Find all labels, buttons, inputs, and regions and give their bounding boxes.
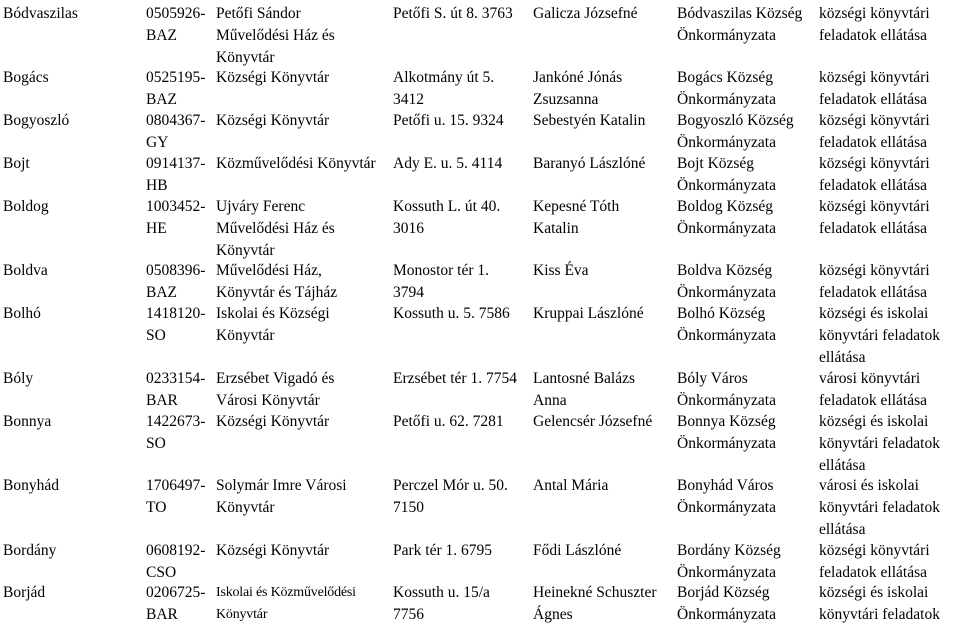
library-name-cell [216, 260, 337, 304]
maintainer-cell-line: Bonnya Község [677, 413, 776, 430]
task-cell-line: feladatok ellátása [819, 392, 928, 409]
maintainer-cell [677, 475, 776, 519]
settlement-cell: Bóly [3, 370, 34, 387]
maintainer-cell-line: Bolhó Község [677, 305, 766, 322]
task-cell-line: községi könyvtári [819, 69, 930, 86]
task-cell [819, 540, 930, 584]
code-cell-line: TO [146, 499, 167, 516]
contact-cell-line: Sebestyén Katalin [533, 112, 646, 129]
maintainer-cell-line: Bogács Község [677, 69, 773, 86]
maintainer-cell [677, 153, 776, 197]
contact-cell [533, 368, 635, 412]
library-name-cell-line: Petőfi Sándor [216, 5, 301, 22]
settlement-cell: Bonyhád [3, 477, 59, 494]
address-cell-line: Monostor tér 1. [393, 262, 490, 279]
library-name-cell-line: Solymár Imre Városi [216, 477, 347, 494]
settlement-cell: Boldog [3, 198, 49, 215]
address-cell-line: Petőfi S. út 8. 3763 [393, 5, 513, 22]
code-cell-line: CSO [146, 564, 177, 581]
code-cell [146, 475, 205, 519]
address-cell-line: Park tér 1. 6795 [393, 542, 493, 559]
contact-cell-line: Galicza Józsefné [533, 5, 638, 22]
address-cell [393, 540, 492, 562]
maintainer-cell-line: Bódvaszilas Község [677, 5, 803, 22]
settlement-cell: Bogács [3, 69, 49, 86]
code-cell-line: BAZ [146, 91, 177, 108]
maintainer-cell [677, 3, 802, 47]
address-cell-line: Kossuth u. 15/a [393, 584, 490, 601]
address-cell-line: Ady E. u. 5. 4114 [393, 155, 503, 172]
contact-cell-line: Heinekné Schuszter [533, 584, 657, 601]
contact-cell [533, 475, 608, 497]
maintainer-cell-line: Önkormányzata [677, 499, 776, 516]
library-name-cell-line: Községi Könyvtár [216, 112, 330, 129]
task-cell [819, 368, 927, 412]
settlement-cell: Bogyoszló [3, 112, 70, 129]
task-cell-line: községi könyvtári [819, 198, 930, 215]
contact-cell-line: Anna [533, 392, 567, 409]
library-name-cell-line: Községi Könyvtár [216, 542, 330, 559]
library-name-cell [216, 67, 329, 89]
task-cell-line: feladatok ellátása [819, 220, 928, 237]
library-name-cell-line: Közművelődési Könyvtár [216, 155, 376, 172]
code-cell-line: 0914137- [146, 155, 206, 172]
library-name-cell [216, 582, 356, 626]
contact-cell [533, 260, 589, 282]
code-cell-line: SO [146, 435, 166, 452]
code-cell-line: GY [146, 134, 169, 151]
library-name-cell-line: Könyvtár és Tájház [216, 284, 338, 301]
code-cell-line: 0804367- [146, 112, 206, 129]
address-cell-line: Kossuth u. 5. 7586 [393, 305, 510, 322]
maintainer-cell-line: Önkormányzata [677, 564, 776, 581]
library-name-cell [216, 368, 334, 412]
task-cell-line: könyvtári feladatok [819, 606, 940, 623]
code-cell-line: 0508396- [146, 262, 206, 279]
task-cell [819, 475, 940, 541]
library-name-cell-line: Községi Könyvtár [216, 413, 330, 430]
task-cell-line: feladatok ellátása [819, 284, 928, 301]
task-cell-line: feladatok ellátása [819, 134, 928, 151]
contact-cell [533, 196, 619, 240]
address-cell [393, 3, 513, 25]
maintainer-cell [677, 303, 776, 347]
task-cell-line: könyvtári feladatok [819, 499, 940, 516]
contact-cell-line: Fődi Lászlóné [533, 542, 622, 559]
maintainer-cell [677, 582, 776, 626]
task-cell-line: feladatok ellátása [819, 177, 928, 194]
address-cell [393, 260, 489, 304]
maintainer-cell-line: Bogyoszló Község [677, 112, 794, 129]
maintainer-cell-line: Bóly Város [677, 370, 748, 387]
maintainer-cell [677, 368, 776, 412]
library-name-cell [216, 153, 376, 175]
task-cell-line: községi könyvtári [819, 112, 930, 129]
task-cell-line: feladatok ellátása [819, 27, 928, 44]
code-cell-line: SO [146, 327, 166, 344]
code-cell [146, 153, 205, 197]
contact-cell [533, 582, 657, 626]
contact-cell [533, 540, 621, 562]
code-cell-line: 0505926- [146, 5, 206, 22]
maintainer-cell [677, 411, 776, 455]
code-cell [146, 303, 205, 347]
task-cell-line: városi könyvtári [819, 370, 921, 387]
address-cell [393, 67, 494, 111]
code-cell-line: 0608192- [146, 542, 206, 559]
address-cell-line: 3016 [393, 220, 424, 237]
address-cell [393, 411, 504, 433]
code-cell-line: 1003452- [146, 198, 206, 215]
maintainer-cell-line: Boldog Község [677, 198, 774, 215]
maintainer-cell [677, 196, 776, 240]
code-cell-line: HE [146, 220, 167, 237]
contact-cell-line: Kruppai Lászlóné [533, 305, 644, 322]
address-cell-line: 7756 [393, 606, 424, 623]
maintainer-cell [677, 110, 794, 154]
task-cell [819, 196, 930, 240]
task-cell-line: ellátása [819, 521, 866, 538]
library-name-cell [216, 196, 335, 262]
library-name-cell-line: Művelődési Ház, [216, 262, 322, 279]
contact-cell-line: Jankóné Jónás [533, 69, 623, 86]
code-cell-line: 0233154- [146, 370, 206, 387]
library-name-cell-line: Könyvtár [216, 327, 275, 344]
library-name-cell [216, 540, 329, 562]
settlement-cell: Bonnya [3, 413, 52, 430]
code-cell [146, 196, 205, 240]
address-cell [393, 303, 510, 325]
address-cell-line: 7150 [393, 499, 424, 516]
task-cell [819, 110, 930, 154]
contact-cell [533, 3, 638, 25]
code-cell-line: 1706497- [146, 477, 206, 494]
code-cell [146, 411, 205, 455]
address-cell-line: Kossuth L. út 40. [393, 198, 501, 215]
code-cell [146, 582, 205, 626]
maintainer-cell-line: Önkormányzata [677, 284, 776, 301]
library-name-cell-line: Könyvtár [216, 49, 275, 66]
library-name-cell-line: Városi Könyvtár [216, 392, 320, 409]
settlement-cell: Bordány [3, 542, 57, 559]
task-cell-line: könyvtári feladatok [819, 327, 940, 344]
address-cell [393, 110, 504, 132]
contact-cell-line: Katalin [533, 220, 579, 237]
library-name-cell-line: Iskolai és Közművelődési [216, 585, 356, 600]
task-cell-line: feladatok ellátása [819, 564, 928, 581]
settlement-cell: Boldva [3, 262, 48, 279]
library-name-cell [216, 3, 335, 69]
library-name-cell-line: Művelődési Ház és [216, 220, 335, 237]
code-cell-line: BAR [146, 606, 178, 623]
library-name-cell [216, 110, 329, 132]
maintainer-cell-line: Önkormányzata [677, 27, 776, 44]
code-cell [146, 67, 205, 111]
maintainer-cell-line: Önkormányzata [677, 435, 776, 452]
maintainer-cell [677, 540, 781, 584]
contact-cell [533, 110, 645, 132]
contact-cell-line: Lantosné Balázs [533, 370, 636, 387]
library-name-cell-line: Művelődési Ház és [216, 27, 335, 44]
task-cell-line: községi és iskolai [819, 413, 929, 430]
contact-cell-line: Baranyó Lászlóné [533, 155, 646, 172]
task-cell-line: községi könyvtári [819, 155, 930, 172]
task-cell [819, 582, 940, 626]
address-cell-line: 3794 [393, 284, 424, 301]
address-cell-line: Petőfi u. 62. 7281 [393, 413, 504, 430]
address-cell [393, 153, 502, 175]
library-name-cell-line: Iskolai és Községi [216, 305, 330, 322]
code-cell-line: 0206725- [146, 584, 206, 601]
library-name-cell-line: Ujváry Ferenc [216, 198, 306, 215]
maintainer-cell [677, 67, 776, 111]
contact-cell-line: Ágnes [533, 606, 573, 623]
settlement-cell: Bojt [3, 155, 30, 172]
maintainer-cell-line: Önkormányzata [677, 177, 776, 194]
address-cell-line: Perczel Mór u. 50. [393, 477, 508, 494]
task-cell-line: községi könyvtári [819, 262, 930, 279]
maintainer-cell-line: Önkormányzata [677, 91, 776, 108]
contact-cell-line: Gelencsér Józsefné [533, 413, 653, 430]
library-name-cell [216, 303, 330, 347]
code-cell-line: 1418120- [146, 305, 206, 322]
code-cell [146, 260, 205, 304]
code-cell [146, 110, 205, 154]
task-cell [819, 153, 930, 197]
code-cell [146, 540, 205, 584]
maintainer-cell-line: Önkormányzata [677, 220, 776, 237]
task-cell-line: könyvtári feladatok [819, 435, 940, 452]
address-cell [393, 368, 517, 390]
task-cell [819, 411, 940, 477]
maintainer-cell-line: Borjád Község [677, 584, 770, 601]
library-name-cell [216, 411, 329, 433]
task-cell-line: ellátása [819, 349, 866, 366]
task-cell [819, 260, 930, 304]
settlement-cell: Borjád [3, 584, 46, 601]
library-name-cell [216, 475, 347, 519]
code-cell [146, 3, 205, 47]
maintainer-cell-line: Bojt Község [677, 155, 755, 172]
settlement-cell: Bódvaszilas [3, 5, 78, 22]
task-cell [819, 67, 930, 111]
settlement-cell: Bolhó [3, 305, 41, 322]
task-cell-line: községi könyvtári [819, 5, 930, 22]
maintainer-cell-line: Bordány Község [677, 542, 781, 559]
task-cell-line: feladatok ellátása [819, 91, 928, 108]
library-name-cell-line: Könyvtár [216, 499, 275, 516]
contact-cell [533, 303, 644, 325]
task-cell-line: városi és iskolai [819, 477, 919, 494]
address-cell [393, 475, 508, 519]
library-name-cell-line: Könyvtár [216, 242, 275, 259]
contact-cell [533, 153, 645, 175]
address-cell [393, 196, 500, 240]
code-cell-line: HB [146, 177, 168, 194]
maintainer-cell-line: Önkormányzata [677, 606, 776, 623]
contact-cell-line: Antal Mária [533, 477, 609, 494]
library-name-cell-line: Községi Könyvtár [216, 69, 330, 86]
code-cell-line: BAZ [146, 284, 177, 301]
address-cell [393, 582, 490, 626]
address-cell-line: Alkotmány út 5. [393, 69, 495, 86]
address-cell-line: Petőfi u. 15. 9324 [393, 112, 504, 129]
task-cell-line: községi és iskolai [819, 305, 929, 322]
address-cell-line: 3412 [393, 91, 424, 108]
maintainer-cell-line: Önkormányzata [677, 392, 776, 409]
code-cell [146, 368, 205, 412]
code-cell-line: BAR [146, 392, 178, 409]
maintainer-cell-line: Bonyhád Város [677, 477, 774, 494]
code-cell-line: BAZ [146, 27, 177, 44]
task-cell [819, 3, 930, 47]
contact-cell-line: Zsuzsanna [533, 91, 599, 108]
maintainer-cell-line: Önkormányzata [677, 134, 776, 151]
contact-cell-line: Kepesné Tóth [533, 198, 620, 215]
code-cell-line: 0525195- [146, 69, 206, 86]
contact-cell-line: Kiss Éva [533, 262, 589, 279]
task-cell-line: községi és iskolai [819, 584, 929, 601]
task-cell-line: ellátása [819, 457, 866, 474]
address-cell-line: Erzsébet tér 1. 7754 [393, 370, 517, 387]
library-name-cell-line: Könyvtár [216, 607, 268, 622]
library-name-cell-line: Erzsébet Vigadó és [216, 370, 335, 387]
maintainer-cell-line: Boldva Község [677, 262, 773, 279]
code-cell-line: 1422673- [146, 413, 206, 430]
contact-cell [533, 67, 622, 111]
maintainer-cell [677, 260, 776, 304]
task-cell-line: községi könyvtári [819, 542, 930, 559]
contact-cell [533, 411, 652, 433]
maintainer-cell-line: Önkormányzata [677, 327, 776, 344]
task-cell [819, 303, 940, 369]
